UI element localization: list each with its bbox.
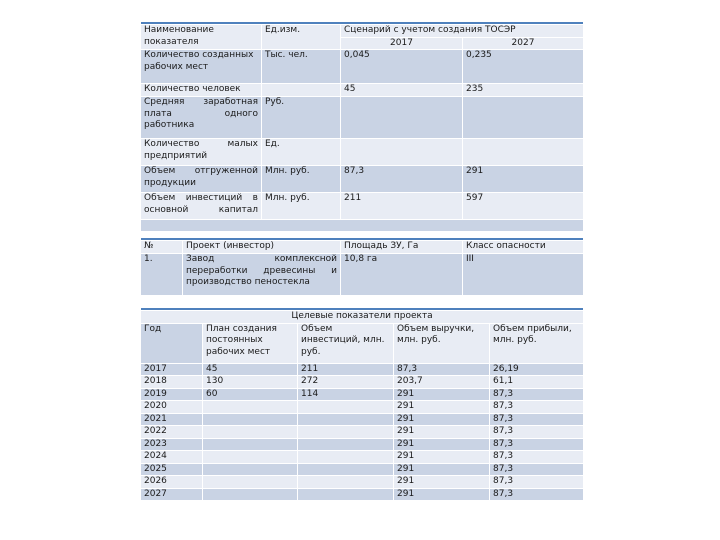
row-invest	[298, 476, 394, 489]
row-name: Объем отгруженной продукции	[141, 166, 262, 193]
row-year: 2026	[141, 476, 203, 489]
row-name: Количество малых предприятий	[141, 139, 262, 166]
row-unit: Млн. руб.	[262, 166, 341, 193]
row-year: 2024	[141, 451, 203, 464]
row-invest: 211	[298, 363, 394, 376]
row-year: 2027	[141, 488, 203, 501]
row-value-2027: 291	[463, 166, 584, 193]
table-row	[141, 97, 584, 139]
row-year: 2022	[141, 426, 203, 439]
table-row	[141, 241, 584, 254]
table-row	[141, 413, 584, 426]
table-row	[141, 323, 584, 363]
table-row	[141, 488, 584, 501]
row-jobs: 45	[203, 363, 298, 376]
table-row	[141, 376, 584, 389]
row-value-2027: 0,235	[463, 50, 584, 84]
row-profit: 87,3	[490, 438, 584, 451]
table-row	[141, 193, 584, 220]
row-name: Средняя заработная плата одного работника	[141, 97, 262, 139]
row-invest	[298, 426, 394, 439]
row-revenue: 291	[394, 413, 490, 426]
col-name-header: Наименование показателя	[141, 25, 262, 50]
project-name: Завод комплексной переработки древесины и производство пеностекла	[183, 254, 341, 296]
col-jobs-header: План создания постоянных рабочих мест	[203, 323, 298, 363]
indicators-table	[140, 21, 584, 232]
row-year: 2025	[141, 463, 203, 476]
row-revenue: 291	[394, 488, 490, 501]
row-unit: Тыс. чел.	[262, 50, 341, 84]
table-row	[141, 426, 584, 439]
row-value-2017	[341, 97, 463, 139]
row-jobs	[203, 476, 298, 489]
row-invest	[298, 438, 394, 451]
row-profit: 87,3	[490, 401, 584, 414]
table-row	[141, 451, 584, 464]
row-unit: Ед.	[262, 139, 341, 166]
row-jobs	[203, 463, 298, 476]
row-value-2017: 87,3	[341, 166, 463, 193]
row-jobs	[203, 413, 298, 426]
row-invest: 114	[298, 388, 394, 401]
row-jobs: 130	[203, 376, 298, 389]
col-class-header: Класс опасности	[463, 241, 584, 254]
col-scenario-header: Сценарий с учетом создания ТОСЭР	[341, 25, 584, 38]
col-invest-header: Объем инвестиций, млн. руб.	[298, 323, 394, 363]
row-unit: Руб.	[262, 97, 341, 139]
row-value-2017: 0,045	[341, 50, 463, 84]
year-2017-header: 2017	[341, 37, 463, 50]
col-unit-header: Ед.изм.	[262, 25, 341, 50]
table-row	[141, 438, 584, 451]
target-indicators-table	[140, 307, 584, 501]
row-value-2027: 597	[463, 193, 584, 220]
year-2027-header: 2027	[463, 37, 584, 50]
row-jobs	[203, 401, 298, 414]
row-profit: 87,3	[490, 388, 584, 401]
row-invest	[298, 413, 394, 426]
row-invest	[298, 401, 394, 414]
project-number: 1.	[141, 254, 183, 296]
table-row	[141, 401, 584, 414]
row-value-2017: 45	[341, 84, 463, 97]
project-table	[140, 237, 584, 296]
table-row	[141, 463, 584, 476]
row-invest	[298, 451, 394, 464]
col-profit-header: Объем прибыли, млн. руб.	[490, 323, 584, 363]
table-row	[141, 254, 584, 296]
row-revenue: 87,3	[394, 363, 490, 376]
row-name: Количество человек	[141, 84, 262, 97]
project-hazard-class: III	[463, 254, 584, 296]
row-year: 2021	[141, 413, 203, 426]
table-footer-bar	[141, 220, 584, 232]
row-profit: 61,1	[490, 376, 584, 389]
target-indicators-body	[141, 363, 584, 501]
row-revenue: 291	[394, 463, 490, 476]
table-row	[141, 166, 584, 193]
table-row	[141, 84, 584, 97]
table-row	[141, 363, 584, 376]
row-value-2017: 211	[341, 193, 463, 220]
col-no-header: №	[141, 241, 183, 254]
row-revenue: 203,7	[394, 376, 490, 389]
row-jobs	[203, 488, 298, 501]
row-unit: Млн. руб.	[262, 193, 341, 220]
table-row	[141, 50, 584, 84]
row-invest	[298, 488, 394, 501]
row-jobs	[203, 438, 298, 451]
row-profit: 87,3	[490, 488, 584, 501]
row-revenue: 291	[394, 388, 490, 401]
row-revenue: 291	[394, 451, 490, 464]
row-year: 2020	[141, 401, 203, 414]
row-jobs	[203, 451, 298, 464]
row-revenue: 291	[394, 476, 490, 489]
table-row	[141, 311, 584, 324]
row-value-2027	[463, 97, 584, 139]
row-jobs: 60	[203, 388, 298, 401]
row-value-2027: 235	[463, 84, 584, 97]
table-row	[141, 25, 584, 38]
row-revenue: 291	[394, 438, 490, 451]
row-profit: 87,3	[490, 413, 584, 426]
col-revenue-header: Объем выручки, млн. руб.	[394, 323, 490, 363]
row-invest: 272	[298, 376, 394, 389]
project-area: 10,8 га	[341, 254, 463, 296]
row-revenue: 291	[394, 401, 490, 414]
table-row	[141, 476, 584, 489]
row-year: 2019	[141, 388, 203, 401]
row-profit: 87,3	[490, 426, 584, 439]
row-name: Количество созданных рабочих мест	[141, 50, 262, 84]
row-year: 2018	[141, 376, 203, 389]
table-title: Целевые показатели проекта	[141, 311, 584, 324]
col-project-header: Проект (инвестор)	[183, 241, 341, 254]
col-area-header: Площадь ЗУ, Га	[341, 241, 463, 254]
row-revenue: 291	[394, 426, 490, 439]
table-row	[141, 139, 584, 166]
row-profit: 87,3	[490, 476, 584, 489]
row-jobs	[203, 426, 298, 439]
row-profit: 87,3	[490, 463, 584, 476]
row-unit	[262, 84, 341, 97]
row-profit: 87,3	[490, 451, 584, 464]
row-profit: 26,19	[490, 363, 584, 376]
row-year: 2017	[141, 363, 203, 376]
table-row	[141, 388, 584, 401]
row-name: Объем инвестиций в основной капитал	[141, 193, 262, 220]
col-year-header: Год	[141, 323, 203, 363]
row-value-2027	[463, 139, 584, 166]
row-value-2017	[341, 139, 463, 166]
row-year: 2023	[141, 438, 203, 451]
row-invest	[298, 463, 394, 476]
